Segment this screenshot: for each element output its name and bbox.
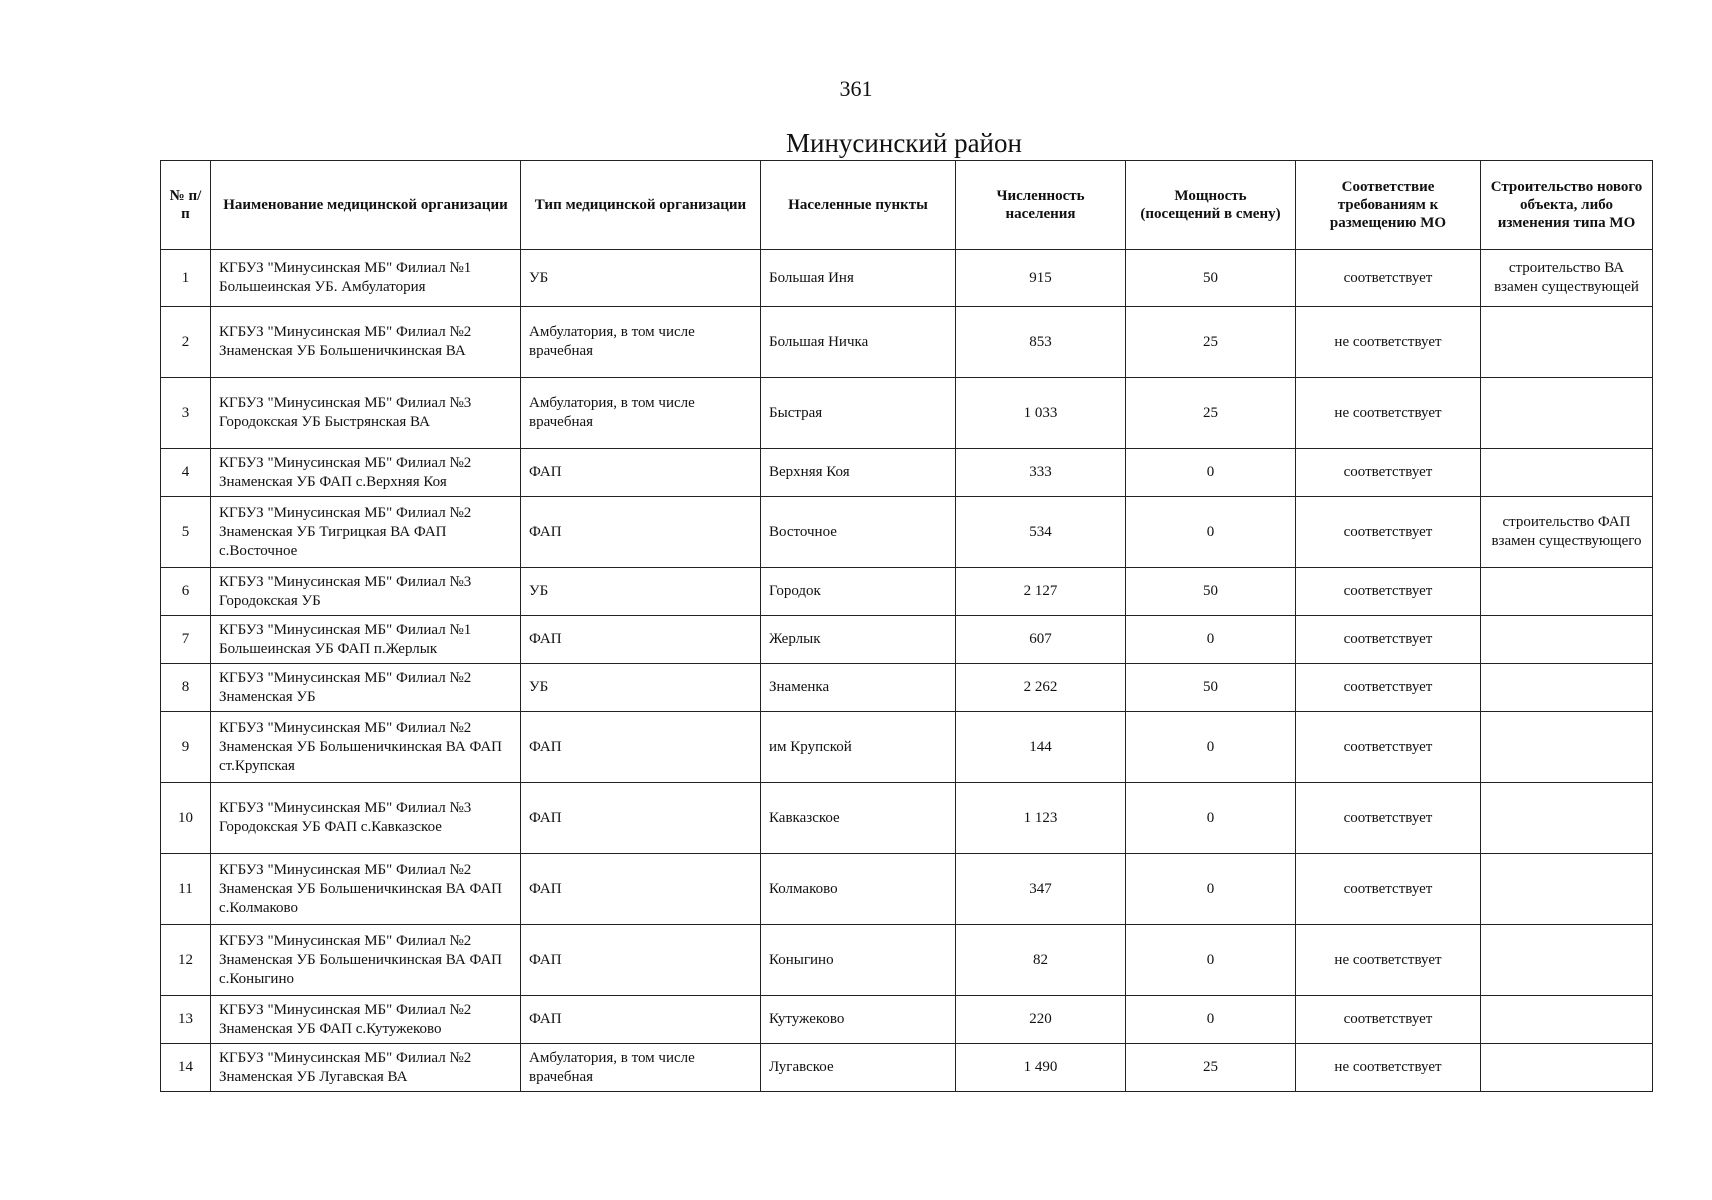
table-row	[161, 783, 1653, 854]
cell-org-name: КГБУЗ "Минусинская МБ" Филиал №2 Знаменская УБ Лугавская ВА	[211, 1044, 521, 1092]
cell-construction	[1481, 568, 1653, 616]
cell-construction	[1481, 378, 1653, 449]
cell-num: 10	[161, 783, 211, 854]
cell-population: 2 262	[956, 664, 1126, 712]
cell-settlement: Кутужеково	[761, 996, 956, 1044]
cell-org-name: КГБУЗ "Минусинская МБ" Филиал №3 Городокская УБ ФАП с.Кавказское	[211, 783, 521, 854]
cell-num: 13	[161, 996, 211, 1044]
cell-compliance: соответствует	[1296, 783, 1481, 854]
cell-num: 9	[161, 712, 211, 783]
cell-compliance: соответствует	[1296, 616, 1481, 664]
cell-org-type: Амбулатория, в том числе врачебная	[521, 307, 761, 378]
cell-num: 4	[161, 449, 211, 497]
cell-population: 1 123	[956, 783, 1126, 854]
cell-compliance: соответствует	[1296, 568, 1481, 616]
cell-num: 2	[161, 307, 211, 378]
cell-capacity: 0	[1126, 497, 1296, 568]
cell-num: 3	[161, 378, 211, 449]
cell-construction	[1481, 449, 1653, 497]
cell-construction	[1481, 854, 1653, 925]
cell-org-name: КГБУЗ "Минусинская МБ" Филиал №2 Знаменская УБ ФАП с.Кутужеково	[211, 996, 521, 1044]
cell-org-name: КГБУЗ "Минусинская МБ" Филиал №1 Большеинская УБ. Амбулатория	[211, 250, 521, 307]
cell-capacity: 0	[1126, 616, 1296, 664]
cell-org-type: ФАП	[521, 783, 761, 854]
cell-population: 915	[956, 250, 1126, 307]
cell-org-type: Амбулатория, в том числе врачебная	[521, 378, 761, 449]
header-population: Численность населения	[956, 161, 1126, 250]
cell-construction	[1481, 712, 1653, 783]
cell-org-type: Амбулатория, в том числе врачебная	[521, 1044, 761, 1092]
cell-capacity: 0	[1126, 925, 1296, 996]
cell-settlement: Кавказское	[761, 783, 956, 854]
cell-compliance: не соответствует	[1296, 1044, 1481, 1092]
cell-org-type: ФАП	[521, 925, 761, 996]
table-row	[161, 449, 1653, 497]
table-row	[161, 1044, 1653, 1092]
table-row	[161, 497, 1653, 568]
cell-construction: строительство ФАП взамен существующего	[1481, 497, 1653, 568]
header-place: Населенные пункты	[761, 161, 956, 250]
cell-compliance: соответствует	[1296, 712, 1481, 783]
cell-compliance: не соответствует	[1296, 925, 1481, 996]
table-row	[161, 568, 1653, 616]
cell-population: 607	[956, 616, 1126, 664]
cell-capacity: 0	[1126, 783, 1296, 854]
cell-org-name: КГБУЗ "Минусинская МБ" Филиал №2 Знаменская УБ Большеничкинская ВА ФАП с.Колмаково	[211, 854, 521, 925]
cell-settlement: Знаменка	[761, 664, 956, 712]
cell-compliance: соответствует	[1296, 497, 1481, 568]
header-row	[161, 161, 1653, 250]
table-row	[161, 925, 1653, 996]
header-type: Тип медицинской организации	[521, 161, 761, 250]
cell-population: 347	[956, 854, 1126, 925]
cell-compliance: соответствует	[1296, 996, 1481, 1044]
cell-settlement: им Крупской	[761, 712, 956, 783]
cell-org-name: КГБУЗ "Минусинская МБ" Филиал №2 Знаменская УБ	[211, 664, 521, 712]
cell-org-type: ФАП	[521, 616, 761, 664]
table-row	[161, 712, 1653, 783]
cell-capacity: 50	[1126, 664, 1296, 712]
cell-num: 14	[161, 1044, 211, 1092]
cell-population: 853	[956, 307, 1126, 378]
cell-compliance: соответствует	[1296, 449, 1481, 497]
cell-org-name: КГБУЗ "Минусинская МБ" Филиал №2 Знаменская УБ Большеничкинская ВА ФАП с.Коныгино	[211, 925, 521, 996]
cell-settlement: Верхняя Коя	[761, 449, 956, 497]
cell-settlement: Восточное	[761, 497, 956, 568]
cell-settlement: Большая Ничка	[761, 307, 956, 378]
cell-compliance: соответствует	[1296, 250, 1481, 307]
cell-population: 534	[956, 497, 1126, 568]
cell-org-name: КГБУЗ "Минусинская МБ" Филиал №2 Знаменская УБ Большеничкинская ВА	[211, 307, 521, 378]
cell-construction	[1481, 996, 1653, 1044]
page-number: 361	[839, 76, 873, 101]
cell-compliance: соответствует	[1296, 664, 1481, 712]
facilities-table	[160, 160, 1653, 1092]
cell-org-name: КГБУЗ "Минусинская МБ" Филиал №2 Знаменская УБ Большеничкинская ВА ФАП ст.Крупская	[211, 712, 521, 783]
cell-construction	[1481, 925, 1653, 996]
cell-population: 1 490	[956, 1044, 1126, 1092]
table-row	[161, 616, 1653, 664]
cell-population: 144	[956, 712, 1126, 783]
cell-population: 1 033	[956, 378, 1126, 449]
table-row	[161, 664, 1653, 712]
cell-org-type: УБ	[521, 250, 761, 307]
cell-capacity: 0	[1126, 996, 1296, 1044]
cell-org-type: ФАП	[521, 712, 761, 783]
cell-construction	[1481, 616, 1653, 664]
table-row	[161, 378, 1653, 449]
cell-org-type: УБ	[521, 568, 761, 616]
header-construction: Строительство нового объекта, либо изменения типа МО	[1481, 161, 1653, 250]
cell-capacity: 50	[1126, 250, 1296, 307]
cell-settlement: Жерлык	[761, 616, 956, 664]
cell-num: 1	[161, 250, 211, 307]
cell-num: 7	[161, 616, 211, 664]
cell-compliance: не соответствует	[1296, 378, 1481, 449]
cell-compliance: не соответствует	[1296, 307, 1481, 378]
header-num: № п/п	[161, 161, 211, 250]
cell-capacity: 25	[1126, 307, 1296, 378]
cell-num: 6	[161, 568, 211, 616]
cell-settlement: Большая Иня	[761, 250, 956, 307]
cell-population: 333	[956, 449, 1126, 497]
cell-org-type: УБ	[521, 664, 761, 712]
cell-population: 82	[956, 925, 1126, 996]
cell-construction	[1481, 1044, 1653, 1092]
cell-settlement: Коныгино	[761, 925, 956, 996]
cell-org-type: ФАП	[521, 854, 761, 925]
cell-capacity: 0	[1126, 712, 1296, 783]
cell-compliance: соответствует	[1296, 854, 1481, 925]
cell-capacity: 25	[1126, 378, 1296, 449]
cell-capacity: 0	[1126, 449, 1296, 497]
cell-org-name: КГБУЗ "Минусинская МБ" Филиал №3 Городокская УБ Быстрянская ВА	[211, 378, 521, 449]
cell-num: 11	[161, 854, 211, 925]
cell-capacity: 25	[1126, 1044, 1296, 1092]
cell-population: 220	[956, 996, 1126, 1044]
table-row	[161, 307, 1653, 378]
cell-num: 5	[161, 497, 211, 568]
cell-org-name: КГБУЗ "Минусинская МБ" Филиал №1 Большеинская УБ ФАП п.Жерлык	[211, 616, 521, 664]
table-row	[161, 996, 1653, 1044]
cell-org-type: ФАП	[521, 449, 761, 497]
cell-capacity: 50	[1126, 568, 1296, 616]
cell-org-type: ФАП	[521, 497, 761, 568]
table-row	[161, 854, 1653, 925]
cell-org-name: КГБУЗ "Минусинская МБ" Филиал №2 Знаменская УБ Тигрицкая ВА ФАП с.Восточное	[211, 497, 521, 568]
cell-population: 2 127	[956, 568, 1126, 616]
cell-settlement: Лугавское	[761, 1044, 956, 1092]
cell-settlement: Быстрая	[761, 378, 956, 449]
page-title: Минусинский район	[786, 128, 1022, 158]
header-compliance: Соответствие требованиям к размещению МО	[1296, 161, 1481, 250]
cell-settlement: Городок	[761, 568, 956, 616]
cell-construction	[1481, 664, 1653, 712]
cell-construction	[1481, 307, 1653, 378]
cell-num: 8	[161, 664, 211, 712]
table-row	[161, 250, 1653, 307]
cell-num: 12	[161, 925, 211, 996]
cell-org-name: КГБУЗ "Минусинская МБ" Филиал №3 Городокская УБ	[211, 568, 521, 616]
cell-capacity: 0	[1126, 854, 1296, 925]
cell-org-type: ФАП	[521, 996, 761, 1044]
header-capacity: Мощность (посещений в смену)	[1126, 161, 1296, 250]
cell-construction: строительство ВА взамен существующей	[1481, 250, 1653, 307]
header-org: Наименование медицинской организации	[211, 161, 521, 250]
cell-construction	[1481, 783, 1653, 854]
cell-org-name: КГБУЗ "Минусинская МБ" Филиал №2 Знаменская УБ ФАП с.Верхняя Коя	[211, 449, 521, 497]
cell-settlement: Колмаково	[761, 854, 956, 925]
